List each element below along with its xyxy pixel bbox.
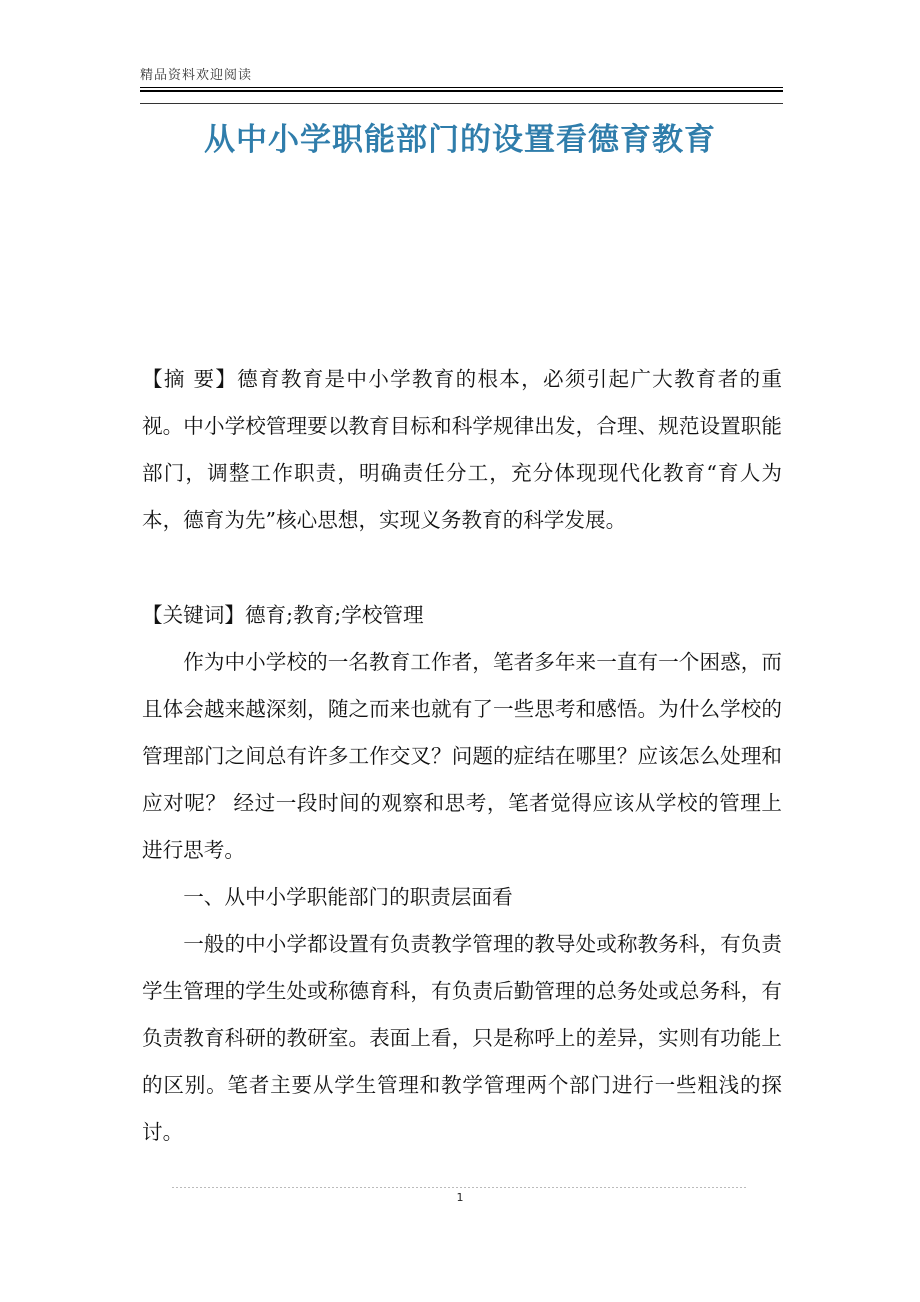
document-body	[142, 356, 782, 1156]
document-title: 从中小学职能部门的设置看德育教育	[204, 122, 716, 158]
header-rule-lower	[140, 103, 783, 104]
footer-rule	[172, 1187, 748, 1188]
body-paragraph-2: 一般的中小学都设置有负责教学管理的教导处或称教务科，有负责学生管理的学生处或称德育科，有负责后勤管理的总务处或总务科，有负责教育科研的教研室。表面上看，只是称呼上的差异，实则有功能上的区别。笔者主要从学生管理和教学管理两个部门进行一些粗浅的探讨。	[142, 932, 782, 1144]
keywords-paragraph: 【关键词】德育;教育;学校管理	[142, 603, 424, 627]
section-heading-1: 一、从中小学职能部门的职责层面看	[183, 885, 513, 909]
page-header-label: 精品资料欢迎阅读	[140, 68, 253, 83]
body-paragraph-1: 作为中小学校的一名教育工作者，笔者多年来一直有一个困惑，而且体会越来越深刻，随之而来也就有了一些思考和感悟。为什么学校的管理部门之间总有许多工作交叉？问题的症结在哪里？应该怎么处理和应对呢？ 经过一段时间的观察和思考，笔者觉得应该从学校的管理上进行思考。	[142, 650, 782, 862]
header-rule-thick	[140, 90, 783, 92]
page-number: 1	[456, 1191, 464, 1204]
header-rule-thin	[140, 87, 783, 88]
abstract-paragraph: 【摘 要】德育教育是中小学教育的根本，必须引起广大教育者的重视。中小学校管理要以教育目标和科学规律出发，合理、规范设置职能部门，调整工作职责，明确责任分工，充分体现现代化教育“育人为本，德育为先”核心思想，实现义务教育的科学发展。	[142, 367, 782, 532]
